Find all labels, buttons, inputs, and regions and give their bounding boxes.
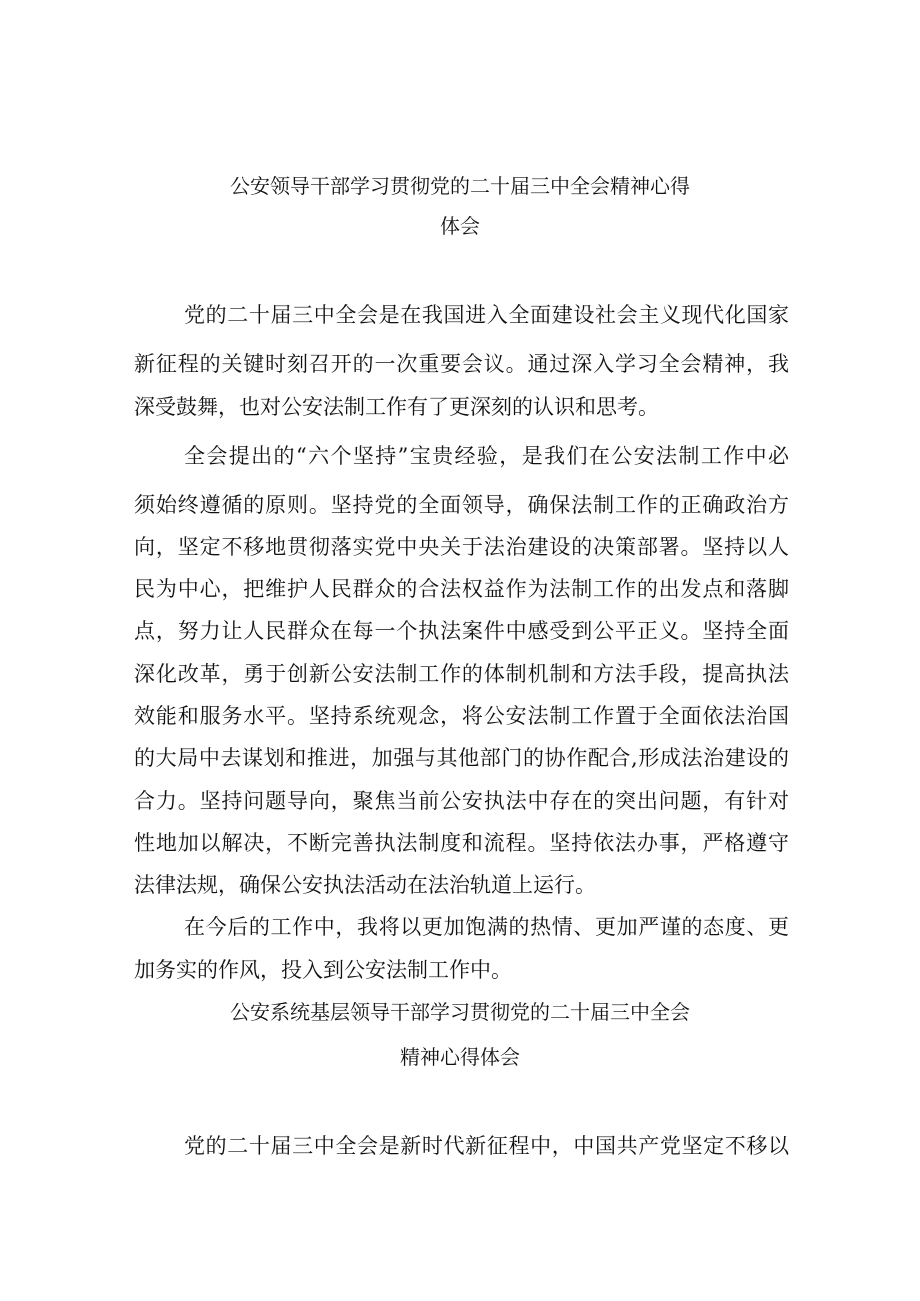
text-line: 须始终遵循的原则。坚持党的全面领导，确保法制工作的正确政治方	[134, 493, 789, 517]
text-line: 全会提出的“六个坚持”宝贵经验，是我们在公安法制工作中必	[184, 444, 789, 468]
text-line: 党的二十届三中全会是在我国进入全面建设社会主义现代化国家	[184, 303, 789, 327]
article2-title-line2: 精神心得体会	[400, 1045, 520, 1069]
article1-title-line1: 公安领导干部学习贯彻党的二十届三中全会精神心得	[230, 174, 690, 198]
text-line: 向，坚定不移地贯彻落实党中央关于法治建设的决策部署。坚持以人	[134, 535, 789, 559]
text-line: 合力。坚持问题导向，聚焦当前公安执法中存在的突出问题，有针对	[134, 789, 789, 813]
text-line: 加务实的作风，投入到公安法制工作中。	[134, 958, 512, 982]
text-line: 深受鼓舞，也对公安法制工作有了更深刻的认识和思考。	[134, 395, 659, 419]
article1-title-line2: 体会	[440, 214, 480, 238]
text-line: 民为中心，把维护人民群众的合法权益作为法制工作的出发点和落脚	[134, 577, 789, 601]
text-line: 的大局中去谋划和推进，加强与其他部门的协作配合,形成法治建设的	[134, 746, 789, 770]
text-line: 新征程的关键时刻召开的一次重要会议。通过深入学习全会精神，我	[134, 352, 789, 376]
text-line: 党的二十届三中全会是新时代新征程中，中国共产党坚定不移以	[184, 1134, 789, 1158]
article2-title-line1: 公安系统基层领导干部学习贯彻党的二十届三中全会	[230, 1000, 690, 1024]
text-line: 效能和服务水平。坚持系统观念，将公安法制工作置于全面依法治国	[134, 704, 789, 728]
text-line: 深化改革，勇于创新公安法制工作的体制机制和方法手段，提高执法	[134, 662, 789, 686]
text-line: 法律法规，确保公安执法活动在法治轨道上运行。	[134, 873, 596, 897]
text-line: 在今后的工作中，我将以更加饱满的热情、更加严谨的态度、更	[184, 915, 789, 939]
text-line: 点，努力让人民群众在每一个执法案件中感受到公平正义。坚持全面	[134, 619, 789, 643]
text-line: 性地加以解决，不断完善执法制度和流程。坚持依法办事，严格遵守	[134, 831, 789, 855]
